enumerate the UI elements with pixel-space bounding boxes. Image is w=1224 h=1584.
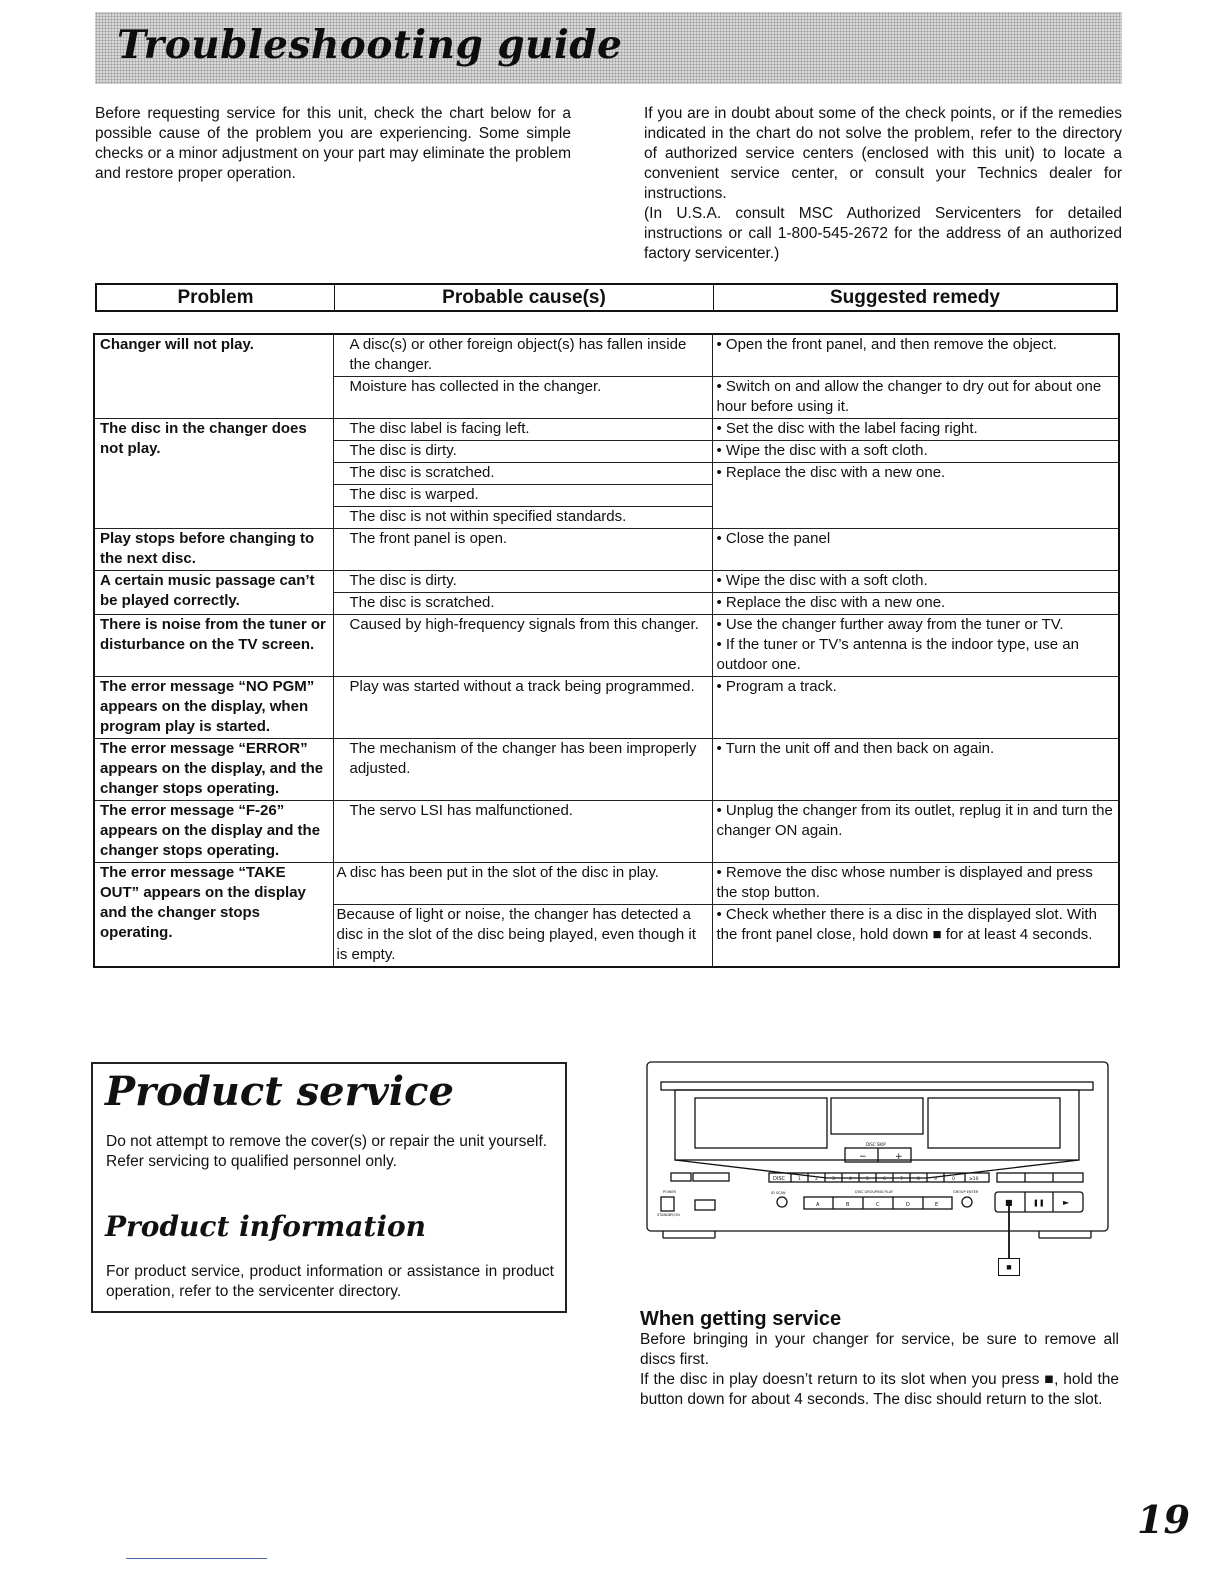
remedy-cell: • Unplug the changer from its outlet, replug it in and turn the changer ON again. bbox=[712, 801, 1119, 863]
problem-cell: The error message “F-26” appears on the display and the changer stops operating. bbox=[94, 801, 333, 863]
disc-num: 7 bbox=[900, 1177, 903, 1182]
disc-num: 3 bbox=[832, 1177, 835, 1182]
play-icon: ► bbox=[1063, 1198, 1070, 1207]
minus-icon: − bbox=[859, 1152, 867, 1162]
page-number: 19 bbox=[1137, 1497, 1190, 1542]
table-row bbox=[94, 863, 1119, 905]
title-banner bbox=[95, 12, 1122, 84]
cause-cell: Because of light or noise, the changer has detected a disc in the slot of the disc being played, even though it is empty. bbox=[333, 905, 712, 968]
troubleshooting-table bbox=[93, 333, 1120, 968]
cause-cell: The disc is scratched. bbox=[333, 593, 712, 615]
problem-cell: The error message “NO PGM” appears on the display, when program play is started. bbox=[94, 677, 333, 739]
remedy-cell: • Wipe the disc with a soft cloth. bbox=[712, 571, 1119, 593]
table-row bbox=[94, 739, 1119, 801]
skip-buttons bbox=[997, 1173, 1083, 1182]
intro-right-text-2: (In U.S.A. consult MSC Authorized Servicenters for detailed instructions or call 1-800-545-2672 for the address of an authorized factory servicenter.) bbox=[644, 205, 1122, 262]
page-title: Troubleshooting guide bbox=[117, 22, 623, 68]
product-service-box bbox=[91, 1062, 567, 1313]
table-row bbox=[94, 571, 1119, 593]
disc-skip-label: DISC SKIP bbox=[866, 1142, 886, 1147]
service-heading: When getting service bbox=[640, 1308, 842, 1330]
cause-cell: Caused by high-frequency signals from this changer. bbox=[333, 615, 712, 677]
top-trim bbox=[661, 1082, 1093, 1090]
remedy-cell: • Wipe the disc with a soft cloth. bbox=[712, 441, 1119, 463]
disc-tray-bay bbox=[675, 1090, 1079, 1160]
product-information-title: Product information bbox=[105, 1210, 426, 1243]
cause-cell: The servo LSI has malfunctioned. bbox=[333, 801, 712, 863]
power-label: POWER bbox=[663, 1190, 676, 1194]
changer-front-panel-illustration bbox=[645, 1060, 1115, 1280]
disc-num: 1 bbox=[798, 1177, 801, 1182]
group-e-label: E bbox=[935, 1202, 939, 1208]
cause-cell: The disc is not within specified standards. bbox=[333, 507, 712, 529]
cause-cell: The disc is dirty. bbox=[333, 441, 712, 463]
table-row bbox=[94, 529, 1119, 571]
cause-cell: A disc(s) or other foreign object(s) has fallen inside the changer. bbox=[333, 334, 712, 377]
stop-icon: ■ bbox=[1005, 1198, 1013, 1207]
table-row bbox=[94, 801, 1119, 863]
disc-num: 4 bbox=[849, 1177, 852, 1182]
remote-sensor bbox=[695, 1200, 715, 1210]
remedy-cell: • Switch on and allow the changer to dry out for about one hour before using it. bbox=[712, 377, 1119, 419]
remedy-cell: • Open the front panel, and then remove the object. bbox=[712, 334, 1119, 377]
product-service-text-1: Do not attempt to remove the cover(s) or repair the unit yourself. bbox=[106, 1133, 548, 1150]
table-row bbox=[94, 419, 1119, 441]
problem-cell: A certain music passage can’t be played correctly. bbox=[94, 571, 333, 615]
stop-icon: ■ bbox=[1006, 1262, 1012, 1272]
id-scan-button bbox=[777, 1197, 787, 1207]
disc-grouping-play-label: DISC GROUPING PLAY bbox=[855, 1190, 893, 1194]
disc-num: 6 bbox=[883, 1177, 886, 1182]
cause-cell: A disc has been put in the slot of the disc in play. bbox=[333, 863, 712, 905]
disc-num: ≥10 bbox=[969, 1177, 979, 1182]
problem-cell: The disc in the changer does not play. bbox=[94, 419, 333, 529]
stop-callout-box bbox=[998, 1258, 1020, 1276]
product-information-text: For product service, product information or assistance in product operation, refer to the servicenter directory. bbox=[106, 1263, 554, 1300]
table-row bbox=[94, 334, 1119, 377]
problem-cell: Play stops before changing to the next disc. bbox=[94, 529, 333, 571]
remedy-cell: • Check whether there is a disc in the displayed slot. With the front panel close, hold down ■ for at least 4 seconds. bbox=[712, 905, 1119, 968]
cause-cell: The front panel is open. bbox=[333, 529, 712, 571]
cause-cell: Play was started without a track being programmed. bbox=[333, 677, 712, 739]
button-small bbox=[693, 1173, 729, 1181]
problem-cell: Changer will not play. bbox=[94, 334, 333, 419]
product-service-text bbox=[106, 1132, 554, 1172]
intro-left-text: Before requesting service for this unit, check the chart below for a possible cause of the problem you are experiencing. Some simple checks or a minor adjustment on your part may eliminate the problem and restore proper operation. bbox=[95, 105, 571, 182]
remedy-cell bbox=[712, 615, 1119, 677]
bevel-line bbox=[675, 1160, 827, 1178]
cause-cell: The mechanism of the changer has been improperly adjusted. bbox=[333, 739, 712, 801]
disc-num: 2 bbox=[815, 1177, 818, 1182]
button-small bbox=[671, 1173, 691, 1181]
remedy-cell: • Replace the disc with a new one. bbox=[712, 463, 1119, 529]
table-header bbox=[95, 283, 1118, 312]
remedy-cell: • Remove the disc whose number is displayed and press the stop button. bbox=[712, 863, 1119, 905]
intro-right-text-1: If you are in doubt about some of the check points, or if the remedies indicated in the chart do not solve the problem, refer to the directory of authorized service centers (enclosed with this unit) to locate a convenient service center, or consult your Technics dealer for instructions. bbox=[644, 105, 1122, 202]
power-button bbox=[661, 1197, 674, 1211]
cause-cell: The disc is dirty. bbox=[333, 571, 712, 593]
group-c-label: C bbox=[876, 1202, 880, 1208]
bevel-line bbox=[927, 1160, 1079, 1178]
table-row bbox=[94, 615, 1119, 677]
cause-cell: The disc is warped. bbox=[333, 485, 712, 507]
disc-window-right bbox=[928, 1098, 1060, 1148]
product-service-title: Product service bbox=[105, 1068, 454, 1115]
remedy-line: • Use the changer further away from the tuner or TV. bbox=[716, 616, 1064, 633]
pause-icon: ❚❚ bbox=[1033, 1199, 1045, 1207]
disc-window-left bbox=[695, 1098, 827, 1148]
problem-cell: The error message “TAKE OUT” appears on the display and the changer stops operating. bbox=[94, 863, 333, 968]
service-paragraph-1: Before bringing in your changer for service, be sure to remove all discs first. bbox=[640, 1331, 1119, 1368]
intro-left bbox=[95, 104, 571, 184]
group-enter-label: GROUP ENTER bbox=[953, 1190, 979, 1194]
disc-num: 0 bbox=[952, 1177, 955, 1182]
plus-icon: + bbox=[895, 1152, 903, 1162]
header-problem: Problem bbox=[177, 286, 254, 308]
disc-num: 5 bbox=[866, 1177, 869, 1182]
group-d-label: D bbox=[906, 1202, 910, 1208]
remedy-cell: • Close the panel bbox=[712, 529, 1119, 571]
disc-label: DISC bbox=[773, 1176, 785, 1182]
remedy-cell: • Program a track. bbox=[712, 677, 1119, 739]
group-b-label: B bbox=[846, 1202, 850, 1208]
disc-window-center bbox=[831, 1098, 923, 1134]
standby-label: STANDBY/ON bbox=[657, 1213, 680, 1217]
cause-cell: The disc label is facing left. bbox=[333, 419, 712, 441]
disc-num: 9 bbox=[934, 1177, 937, 1182]
table-row bbox=[94, 677, 1119, 739]
remedy-line: • If the tuner or TV’s antenna is the indoor type, use an outdoor one. bbox=[716, 636, 1079, 673]
intro-right bbox=[644, 104, 1122, 264]
group-enter-button bbox=[962, 1197, 972, 1207]
problem-cell: There is noise from the tuner or disturbance on the TV screen. bbox=[94, 615, 333, 677]
problem-cell: The error message “ERROR” appears on the display, and the changer stops operating. bbox=[94, 739, 333, 801]
remedy-cell: • Replace the disc with a new one. bbox=[712, 593, 1119, 615]
product-service-text-2: Refer servicing to qualified personnel only. bbox=[106, 1153, 397, 1170]
service-body bbox=[640, 1330, 1119, 1410]
remedy-cell: • Turn the unit off and then back on again. bbox=[712, 739, 1119, 801]
service-paragraph-2: If the disc in play doesn’t return to its slot when you press ■, hold the button down for about 4 seconds. The disc should return to the slot. bbox=[640, 1371, 1119, 1408]
cause-cell: Moisture has collected in the changer. bbox=[333, 377, 712, 419]
footer-rule bbox=[126, 1558, 267, 1559]
header-remedy: Suggested remedy bbox=[713, 285, 1116, 310]
disc-num: 8 bbox=[917, 1177, 920, 1182]
header-cause: Probable cause(s) bbox=[334, 285, 713, 310]
group-a-label: A bbox=[816, 1202, 820, 1208]
cause-cell: The disc is scratched. bbox=[333, 463, 712, 485]
remedy-cell: • Set the disc with the label facing right. bbox=[712, 419, 1119, 441]
id-scan-label: ID SCAN bbox=[771, 1191, 786, 1195]
